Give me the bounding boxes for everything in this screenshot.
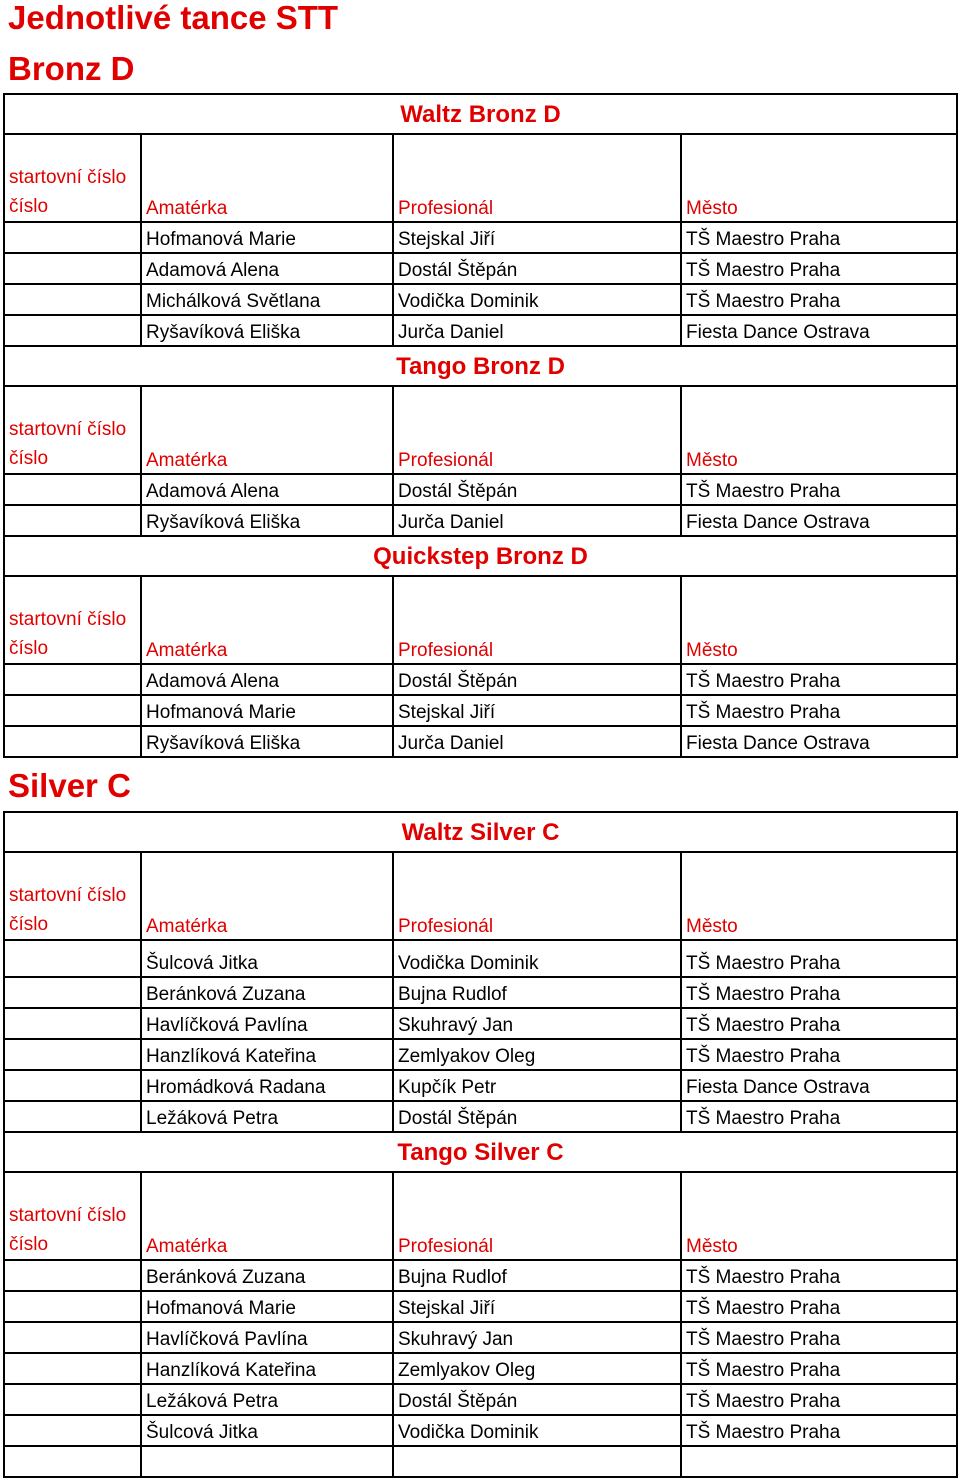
table-row: Beránková Zuzana Bujna Rudlof TŠ Maestro Praha: [4, 977, 957, 1008]
table-row: Michálková Světlana Vodička Dominik TŠ Maestro Praha: [4, 284, 957, 315]
table-row: Šulcová Jitka Vodička Dominik TŠ Maestro Praha: [4, 940, 957, 977]
table-row: Hanzlíková Kateřina Zemlyakov Oleg TŠ Maestro Praha: [4, 1039, 957, 1070]
table-row: Ležáková Petra Dostál Štěpán TŠ Maestro Praha: [4, 1101, 957, 1132]
col-header-start-number: startovní číslo číslo: [4, 852, 141, 940]
section-heading-bronz-d: Bronz D: [8, 50, 135, 87]
col-header-amateur: Amatérka: [141, 386, 393, 474]
page-title: Jednotlivé tance STT: [8, 0, 339, 36]
col-header-city: Město: [681, 1172, 957, 1260]
col-header-amateur: Amatérka: [141, 852, 393, 940]
col-header-amateur: Amatérka: [141, 134, 393, 222]
table-silver-c: [3, 811, 958, 1478]
col-header-professional: Profesionál: [393, 134, 681, 222]
col-header-start-number: startovní číslo číslo: [4, 134, 141, 222]
dance-block-tango-bronz-d: [4, 346, 957, 536]
col-header-professional: Profesionál: [393, 852, 681, 940]
dance-title: Tango Bronz D: [4, 346, 957, 386]
col-header-professional: Profesionál: [393, 1172, 681, 1260]
dance-title: Tango Silver C: [4, 1132, 957, 1172]
table-row: Hofmanová Marie Stejskal Jiří TŠ Maestro Praha: [4, 222, 957, 253]
table-row: Adamová Alena Dostál Štěpán TŠ Maestro Praha: [4, 474, 957, 505]
table-row: Ryšavíková Eliška Jurča Daniel Fiesta Dance Ostrava: [4, 505, 957, 536]
table-row: Adamová Alena Dostál Štěpán TŠ Maestro Praha: [4, 664, 957, 695]
table-row: Ryšavíková Eliška Jurča Daniel Fiesta Dance Ostrava: [4, 726, 957, 757]
table-row: Havlíčková Pavlína Skuhravý Jan TŠ Maestro Praha: [4, 1008, 957, 1039]
col-header-professional: Profesionál: [393, 386, 681, 474]
col-header-start-number: startovní číslo číslo: [4, 576, 141, 664]
table-row: Ležáková Petra Dostál Štěpán TŠ Maestro Praha: [4, 1384, 957, 1415]
table-row: Hofmanová Marie Stejskal Jiří TŠ Maestro Praha: [4, 695, 957, 726]
dance-block-waltz-silver-c: [4, 812, 957, 1132]
table-row: Hanzlíková Kateřina Zemlyakov Oleg TŠ Maestro Praha: [4, 1353, 957, 1384]
col-header-city: Město: [681, 852, 957, 940]
col-header-amateur: Amatérka: [141, 1172, 393, 1260]
section-heading-silver-c: Silver C: [8, 767, 131, 804]
table-row: Hromádková Radana Kupčík Petr Fiesta Dance Ostrava: [4, 1070, 957, 1101]
col-header-start-number: startovní číslo číslo: [4, 386, 141, 474]
table-row: Havlíčková Pavlína Skuhravý Jan TŠ Maestro Praha: [4, 1322, 957, 1353]
col-header-city: Město: [681, 134, 957, 222]
col-header-city: Město: [681, 386, 957, 474]
col-header-professional: Profesionál: [393, 576, 681, 664]
table-row: Beránková Zuzana Bujna Rudlof TŠ Maestro Praha: [4, 1260, 957, 1291]
dance-title: Quickstep Bronz D: [4, 536, 957, 576]
dance-block-quickstep-bronz-d: [4, 536, 957, 757]
table-bronz-d: [3, 93, 958, 758]
table-row: Adamová Alena Dostál Štěpán TŠ Maestro Praha: [4, 253, 957, 284]
table-row-empty: [4, 1446, 957, 1477]
table-row: Šulcová Jitka Vodička Dominik TŠ Maestro Praha: [4, 1415, 957, 1446]
table-row: Hofmanová Marie Stejskal Jiří TŠ Maestro Praha: [4, 1291, 957, 1322]
col-header-start-number: startovní číslo číslo: [4, 1172, 141, 1260]
dance-title: Waltz Bronz D: [4, 94, 957, 134]
dance-block-waltz-bronz-d: [4, 94, 957, 346]
col-header-city: Město: [681, 576, 957, 664]
dance-block-tango-silver-c: [4, 1132, 957, 1477]
dance-title: Waltz Silver C: [4, 812, 957, 852]
table-row: Ryšavíková Eliška Jurča Daniel Fiesta Dance Ostrava: [4, 315, 957, 346]
col-header-amateur: Amatérka: [141, 576, 393, 664]
